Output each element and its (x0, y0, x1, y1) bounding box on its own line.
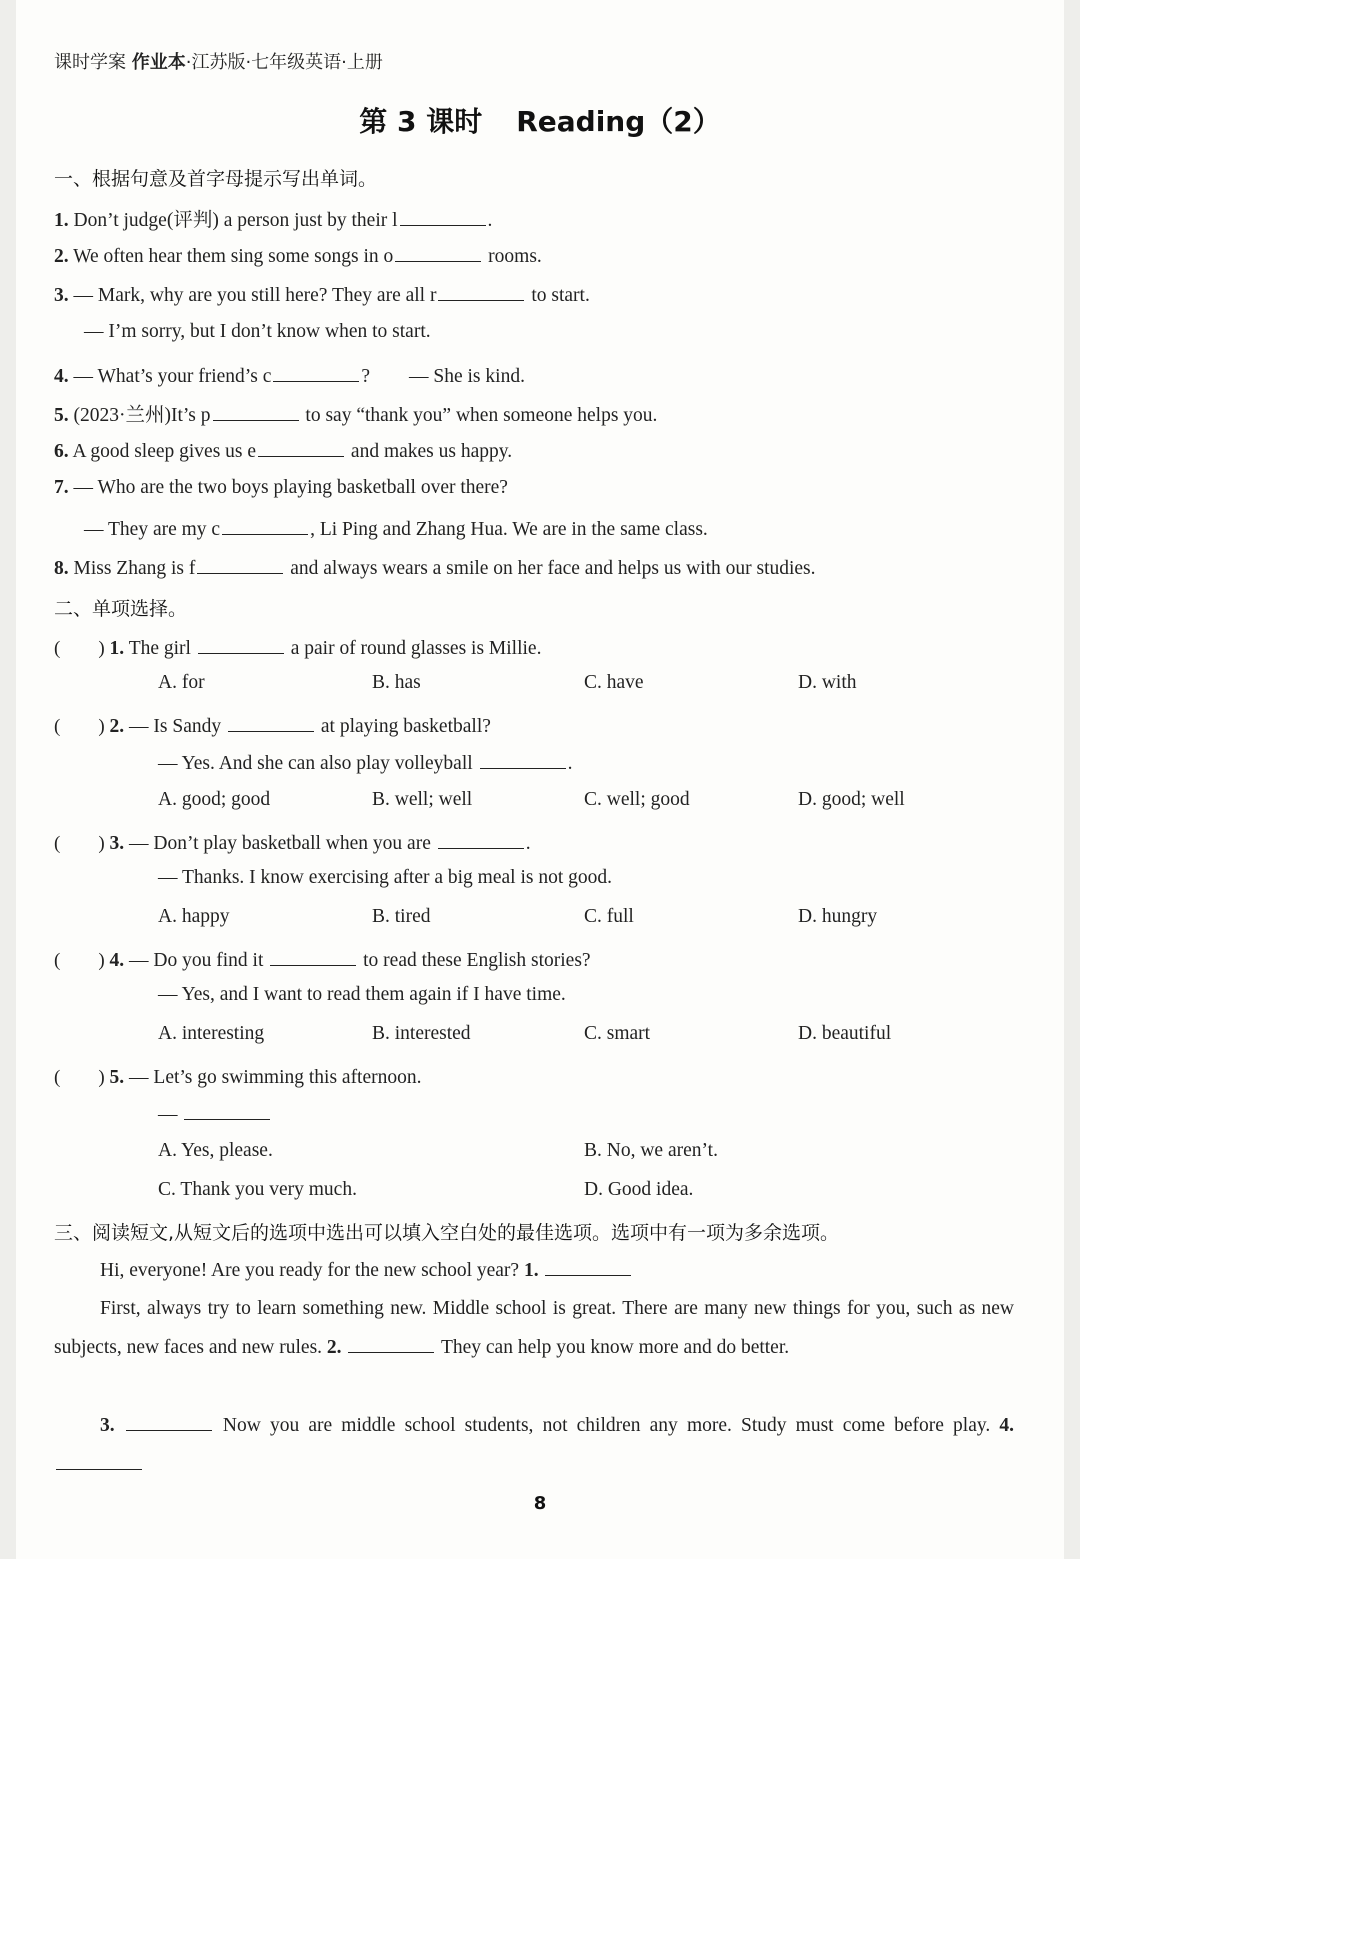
q5-option-c[interactable]: C. Thank you very much. (158, 1179, 357, 1200)
passage-p3: 3. Now you are middle school students, not children any more. Study must come before play. 4. (54, 1406, 1014, 1484)
answer-blank[interactable] (56, 1451, 142, 1470)
mc-question-1: ( ) 1. The girl a pair of round glasses is Millie. (54, 633, 541, 660)
title-reading: Reading（2） (516, 105, 721, 138)
page-edge-right (1064, 0, 1080, 1559)
s1-item-3: 3. — Mark, why are you still here? They are all r to start. (54, 282, 590, 307)
answer-blank[interactable] (184, 1101, 270, 1120)
q5-option-d[interactable]: D. Good idea. (584, 1179, 694, 1200)
answer-blank[interactable] (197, 555, 283, 574)
answer-paren[interactable]: ( ) (54, 1067, 105, 1088)
q4-option-a[interactable]: A. interesting (158, 1023, 265, 1044)
q1-option-d[interactable]: D. with (798, 672, 857, 693)
q5-reply: — (158, 1101, 272, 1126)
answer-blank[interactable] (480, 750, 566, 769)
q5-option-b[interactable]: B. No, we aren’t. (584, 1140, 718, 1161)
s1-item-4: 4. — What’s your friend’s c ? — She is kind. (54, 360, 525, 388)
s1-item-6: 6. A good sleep gives us e and makes us happy. (54, 438, 512, 463)
passage-p2: First, always try to learn something new. Middle school is great. There are many new things for you, such as new subjects, new faces and new rules. 2. They can help you know more and do better. (54, 1298, 1014, 1358)
s1-item-7: 7. — Who are the two boys playing basketball over there? (54, 477, 508, 498)
answer-paren[interactable]: ( ) (54, 950, 105, 971)
mc-question-5: ( ) 5. — Let’s go swimming this afternoon. (54, 1067, 422, 1088)
section3-heading: 三、阅读短文,从短文后的选项中选出可以填入空白处的最佳选项。选项中有一项为多余选项。 (54, 1222, 840, 1244)
page-number: 8 (533, 1493, 547, 1514)
answer-blank[interactable] (198, 635, 284, 654)
page-title (0, 100, 1080, 140)
s1-item-5: 5. (2023·兰州)It’s p to say “thank you” when someone helps you. (54, 399, 657, 427)
running-header (54, 48, 383, 74)
header-prefix: 课时学案 (54, 52, 126, 73)
q4-option-b[interactable]: B. interested (372, 1023, 471, 1044)
answer-blank[interactable] (348, 1334, 434, 1353)
answer-blank[interactable] (400, 207, 486, 226)
q2-reply: — Yes. And she can also play volleyball . (158, 750, 572, 775)
answer-blank[interactable] (273, 363, 359, 382)
answer-blank[interactable] (438, 830, 524, 849)
q4-option-c[interactable]: C. smart (584, 1023, 651, 1044)
s1-item-7-reply: — They are my c , Li Ping and Zhang Hua. We are in the same class. (84, 516, 708, 541)
header-bold: 作业本 (131, 52, 186, 73)
q1-option-a[interactable]: A. for (158, 672, 205, 693)
passage-p1: Hi, everyone! Are you ready for the new school year? 1. (54, 1257, 633, 1282)
title-lesson: 第 3 课时 (359, 105, 483, 138)
answer-blank[interactable] (126, 1412, 212, 1431)
answer-paren[interactable]: ( ) (54, 638, 105, 659)
answer-blank[interactable] (395, 243, 481, 262)
mc-question-4: ( ) 4. — Do you find it to read these English stories? (54, 945, 591, 972)
answer-paren[interactable]: ( ) (54, 716, 105, 737)
answer-blank[interactable] (222, 516, 308, 535)
q3-reply: — Thanks. I know exercising after a big meal is not good. (158, 867, 612, 888)
q5-option-a[interactable]: A. Yes, please. (158, 1140, 273, 1161)
mc-question-3: ( ) 3. — Don’t play basketball when you are . (54, 828, 531, 855)
page-edge-left (0, 0, 16, 1559)
q3-option-b[interactable]: B. tired (372, 906, 431, 927)
section2-heading: 二、单项选择。 (54, 598, 188, 620)
q2-option-c[interactable]: C. well; good (584, 789, 690, 810)
mc-question-2: ( ) 2. — Is Sandy at playing basketball? (54, 711, 491, 738)
header-rest: ·江苏版·七年级英语·上册 (185, 52, 383, 73)
s1-item-2: 2. We often hear them sing some songs in o rooms. (54, 243, 542, 268)
q2-option-a[interactable]: A. good; good (158, 789, 271, 810)
s1-item-8: 8. Miss Zhang is f and always wears a smile on her face and helps us with our studies. (54, 555, 816, 580)
q3-option-d[interactable]: D. hungry (798, 906, 878, 927)
q1-option-c[interactable]: C. have (584, 672, 644, 693)
s1-item-1: 1. Don’t judge(评判) a person just by their l . (54, 204, 492, 232)
q4-reply: — Yes, and I want to read them again if I have time. (158, 984, 566, 1005)
answer-blank[interactable] (545, 1257, 631, 1276)
q3-option-a[interactable]: A. happy (158, 906, 230, 927)
q1-option-b[interactable]: B. has (372, 672, 421, 693)
s1-item-3-reply: — I’m sorry, but I don’t know when to start. (84, 321, 431, 342)
q4-option-d[interactable]: D. beautiful (798, 1023, 892, 1044)
answer-blank[interactable] (258, 438, 344, 457)
answer-blank[interactable] (438, 282, 524, 301)
answer-blank[interactable] (270, 947, 356, 966)
answer-blank[interactable] (228, 713, 314, 732)
q3-option-c[interactable]: C. full (584, 906, 634, 927)
answer-paren[interactable]: ( ) (54, 833, 105, 854)
answer-blank[interactable] (213, 402, 299, 421)
section1-heading: 一、根据句意及首字母提示写出单词。 (54, 168, 378, 190)
q2-option-b[interactable]: B. well; well (372, 789, 473, 810)
q2-option-d[interactable]: D. good; well (798, 789, 905, 810)
